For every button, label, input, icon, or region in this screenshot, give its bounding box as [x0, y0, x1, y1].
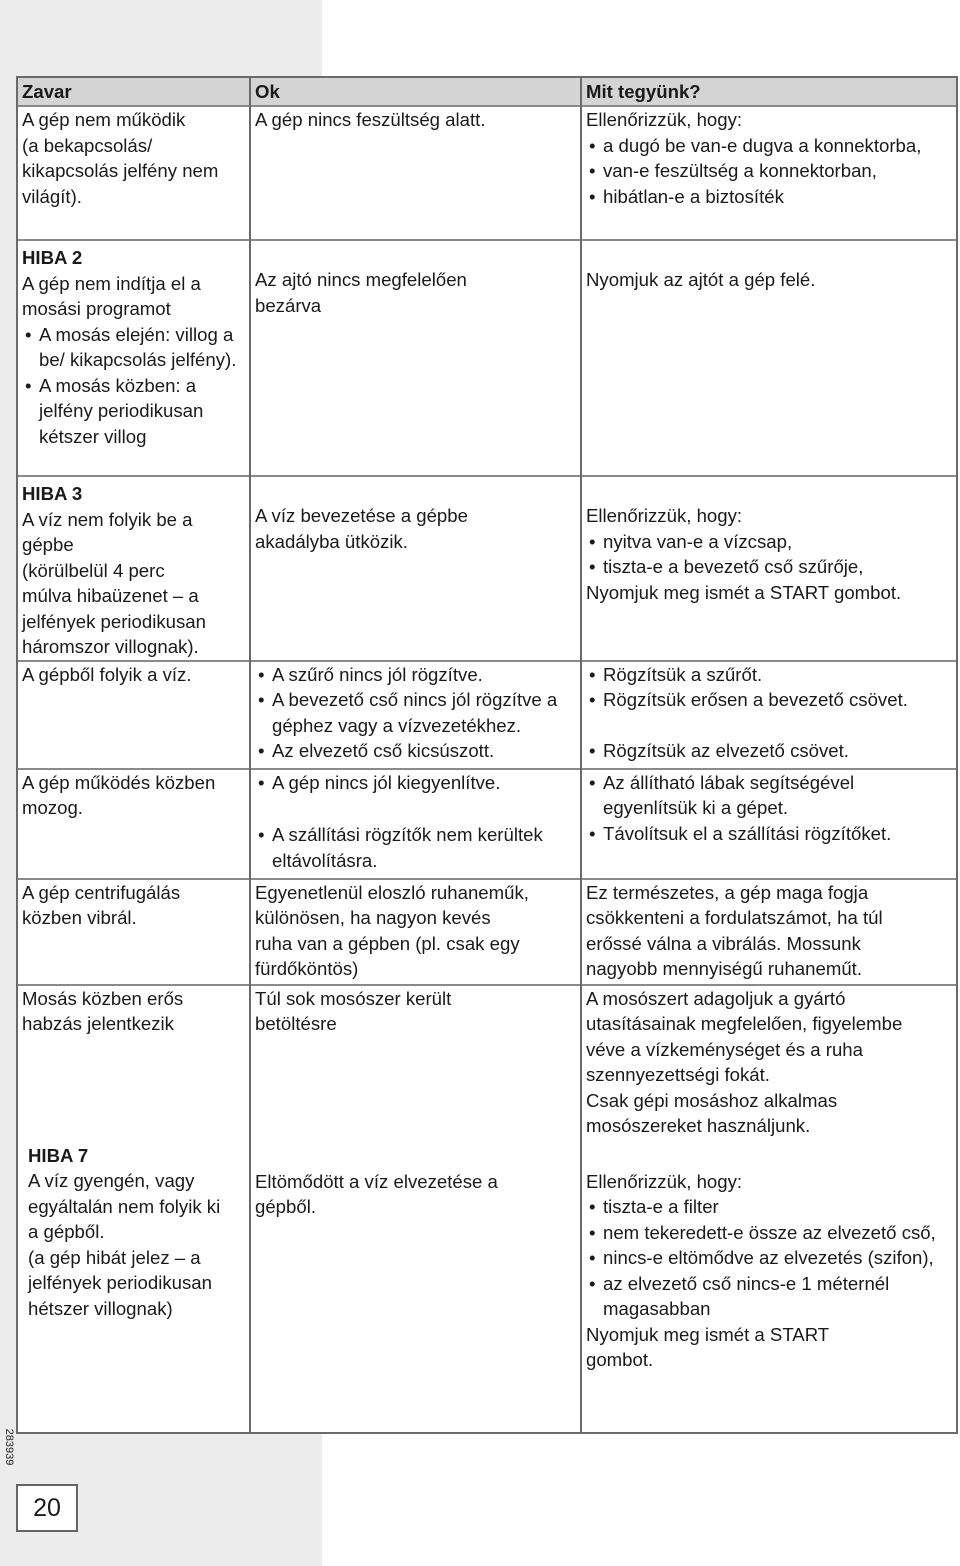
cell-zavar [17, 106, 250, 240]
list-item: • a dugó be van-e dugva a konnektorba, [586, 133, 952, 159]
document-code: 283939 [3, 1428, 15, 1466]
error-code-heading: HIBA 7 [28, 1144, 89, 1166]
list-item: • Rögzítsük erősen a bevezető csövet. [586, 687, 952, 738]
cell-line: A gép nincs feszültség alatt. [255, 109, 486, 130]
cell-line: habzás jelentkezik [22, 1013, 174, 1034]
cell-zavar [17, 661, 250, 769]
table-row [17, 879, 957, 985]
cell-line: háromszor villognak). [22, 636, 199, 657]
cell-line: véve a vízkeménységet és a ruha [586, 1038, 863, 1060]
bullet-list [586, 770, 952, 847]
list-item: • nem tekeredett-e össze az elvezető cső, [586, 1220, 952, 1246]
cell-line: A gépből folyik a víz. [22, 663, 192, 685]
error-code-heading: HIBA 2 [22, 247, 83, 268]
list-item: • A bevezető cső nincs jól rögzítve a géphez vagy a vízvezetékhez. [255, 687, 576, 738]
page-number: 20 [16, 1484, 78, 1532]
list-item: • Távolítsuk el a szállítási rögzítőket. [586, 821, 952, 847]
list-item: • Rögzítsük az elvezető csövet. [586, 738, 952, 764]
bullet-list [586, 662, 952, 764]
cell-ok [250, 769, 581, 879]
cell-line: a gépből. [28, 1221, 105, 1242]
bullet-list [255, 770, 576, 874]
bullet-list [255, 662, 576, 764]
bullet-list [22, 322, 245, 450]
list-item: • Az elvezető cső kicsúszott. [255, 738, 576, 764]
cell-ok [250, 106, 581, 240]
cell-mit [581, 985, 957, 1139]
cell-line: bezárva [255, 294, 322, 316]
header-mit-tegyunk: Mit tegyünk? [581, 77, 957, 106]
cell-ok [250, 879, 581, 985]
cell-line: akadályba ütközik. [255, 530, 408, 552]
cell-line: Egyenetlenül eloszló ruhaneműk, [255, 881, 529, 903]
cell-line: csökkenteni a fordulatszámot, ha túl [586, 907, 883, 928]
cell-line: mozog. [22, 797, 83, 818]
list-item: • A szállítási rögzítők nem kerültek eltávolításra. [255, 822, 576, 873]
table-row [17, 1139, 957, 1433]
cell-mit [581, 240, 957, 476]
cell-outro: Nyomjuk meg ismét a START gombot. [586, 581, 902, 603]
cell-mit [581, 769, 957, 879]
cell-line: Eltömődött a víz elvezetése a [255, 1170, 498, 1192]
cell-intro: Ellenőrizzük, hogy: [586, 109, 743, 130]
list-item: • tiszta-e a bevezető cső szűrője, [586, 554, 952, 580]
cell-ok [250, 476, 581, 661]
cell-line: A mosószert adagoljuk a gyártó [586, 987, 846, 1009]
bullet-list [586, 1194, 952, 1322]
cell-line: utasításainak megfelelően, figyelembe [586, 1013, 903, 1034]
cell-line: (a bekapcsolás/ [22, 134, 153, 156]
cell-line: egyáltalán nem folyik ki [28, 1195, 221, 1217]
cell-line: Túl sok mosószer került [255, 987, 452, 1009]
list-item: • A mosás közben: a jelfény periodikusan kétszer villog [22, 373, 245, 450]
error-code-heading: HIBA 3 [22, 483, 83, 504]
table-row [17, 661, 957, 769]
cell-line: közben vibrál. [22, 907, 137, 928]
header-ok: Ok [250, 77, 581, 106]
cell-mit [581, 661, 957, 769]
cell-ok [250, 240, 581, 476]
table-row [17, 985, 957, 1139]
cell-line: betöltésre [255, 1013, 337, 1034]
list-item: • A szűrő nincs jól rögzítve. [255, 662, 576, 688]
cell-zavar [17, 985, 250, 1139]
cell-line: jelfények periodikusan [28, 1272, 212, 1293]
cell-line: A gép működés közben [22, 771, 216, 793]
list-item: • hibátlan-e a biztosíték [586, 184, 952, 210]
list-item: • A mosás elején: villog a be/ kikapcsolás jelfény). [22, 322, 245, 373]
cell-outro: Nyomjuk meg ismét a START [586, 1323, 830, 1345]
cell-intro: Ellenőrizzük, hogy: [586, 1170, 743, 1192]
cell-line: múlva hibaüzenet – a [22, 585, 199, 606]
cell-line: A víz gyengén, vagy [28, 1170, 195, 1191]
list-item: • nyitva van-e a vízcsap, [586, 529, 952, 555]
cell-ok [250, 661, 581, 769]
cell-line: erőssé válna a vibrálás. Mossunk [586, 932, 861, 954]
cell-line: A gép centrifugálás [22, 881, 181, 903]
table-row [17, 240, 957, 476]
list-item: • tiszta-e a filter [586, 1194, 952, 1220]
table-header-row [17, 77, 957, 106]
cell-line: (körülbelül 4 perc [22, 559, 165, 581]
cell-intro: Ellenőrizzük, hogy: [586, 505, 743, 526]
list-item: • nincs-e eltömődve az elvezetés (szifon), [586, 1245, 952, 1271]
cell-zavar [17, 1139, 250, 1433]
cell-line: különösen, ha nagyon kevés [255, 907, 491, 928]
cell-line: hétszer villognak) [28, 1297, 173, 1319]
cell-zavar [17, 240, 250, 476]
cell-line: A víz nem folyik be a [22, 508, 193, 530]
cell-line: mosási programot [22, 298, 171, 319]
cell-zavar [17, 476, 250, 661]
cell-line: Csak gépi mosáshoz alkalmas [586, 1089, 838, 1111]
cell-ok [250, 1139, 581, 1433]
table-row [17, 106, 957, 240]
cell-line: világít). [22, 185, 82, 207]
cell-line: Mosás közben erős [22, 987, 184, 1009]
cell-mit [581, 476, 957, 661]
list-item: • Rögzítsük a szűrőt. [586, 662, 952, 688]
cell-line: gépbe [22, 534, 74, 555]
cell-mit [581, 106, 957, 240]
cell-outro: gombot. [586, 1349, 654, 1370]
cell-mit [581, 1139, 957, 1433]
cell-ok [250, 985, 581, 1139]
cell-line: jelfények periodikusan [22, 610, 206, 632]
cell-line: Az ajtó nincs megfelelően [255, 269, 467, 290]
cell-zavar [17, 769, 250, 879]
cell-line: mosószereket használjunk. [586, 1115, 811, 1136]
cell-line: A gép nem működik [22, 109, 186, 130]
cell-mit [581, 879, 957, 985]
cell-line: szennyezettségi fokát. [586, 1064, 770, 1085]
list-item: • az elvezető cső nincs-e 1 méternél magasabban [586, 1271, 952, 1322]
cell-line: A gép nem indítja el a [22, 272, 201, 294]
cell-line: gépből. [255, 1196, 317, 1217]
cell-line: A víz bevezetése a gépbe [255, 505, 468, 526]
troubleshooting-table [16, 76, 958, 1434]
list-item: • Az állítható lábak segítségével egyenlítsük ki a gépet. [586, 770, 952, 821]
bullet-list [586, 529, 952, 580]
table-row [17, 476, 957, 661]
cell-line: Ez természetes, a gép maga fogja [586, 881, 869, 903]
table-row [17, 769, 957, 879]
cell-zavar [17, 879, 250, 985]
cell-line: (a gép hibát jelez – a [28, 1246, 201, 1268]
cell-line: kikapcsolás jelfény nem [22, 160, 219, 181]
cell-line: ruha van a gépben (pl. csak egy [255, 932, 520, 954]
list-item: • A gép nincs jól kiegyenlítve. [255, 770, 576, 823]
cell-line: fürdőköntös) [255, 958, 359, 979]
cell-line: Nyomjuk az ajtót a gép felé. [586, 269, 816, 290]
header-zavar: Zavar [17, 77, 250, 106]
bullet-list [586, 133, 952, 210]
list-item: • van-e feszültség a konnektorban, [586, 158, 952, 184]
cell-line: nagyobb mennyiségű ruhaneműt. [586, 958, 862, 979]
